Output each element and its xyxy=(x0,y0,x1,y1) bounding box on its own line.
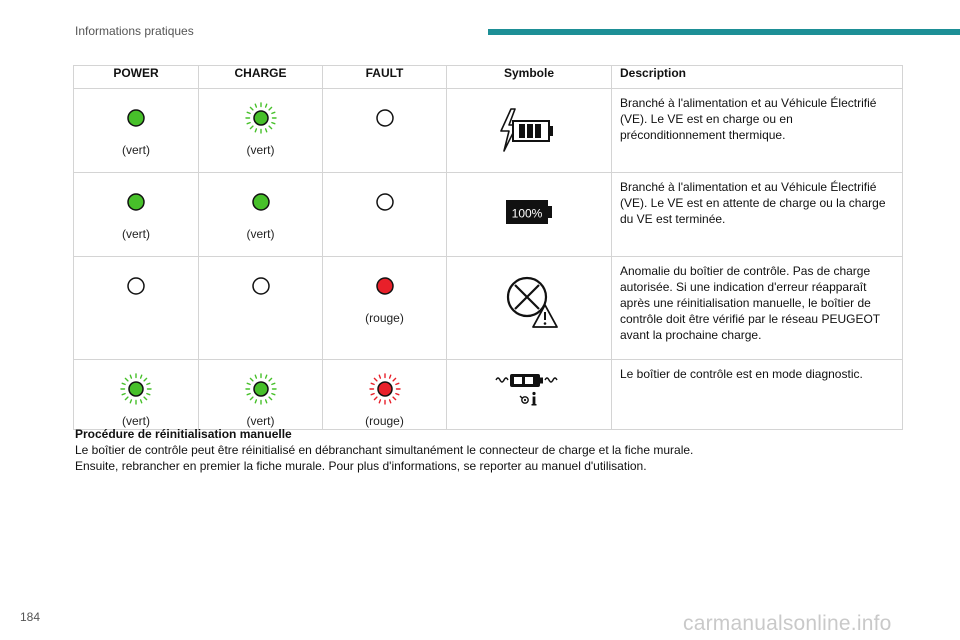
description-cell: Branché à l'alimentation et au Véhicule Électrifié (VE). Le VE est en charge ou en préconditionnement thermique. xyxy=(612,89,903,173)
column-header-fault: FAULT xyxy=(323,66,447,89)
power-led-cell xyxy=(74,360,199,430)
section-accent-bar xyxy=(488,29,960,35)
off-led-icon xyxy=(368,101,402,135)
symbol-cell xyxy=(447,173,612,257)
fault-led-label: (rouge) xyxy=(365,311,404,325)
led-status-table xyxy=(73,65,903,430)
description-cell: Branché à l'alimentation et au Véhicule Électrifié (VE). Le VE est en attente de charge ou la charge du VE est terminée. xyxy=(612,173,903,257)
battery-percentage: 100% xyxy=(511,206,543,221)
fault-led-cell xyxy=(323,173,447,257)
red-led-icon xyxy=(368,269,402,303)
off-led-icon xyxy=(244,269,278,303)
fault-led-label: (rouge) xyxy=(365,414,404,428)
power-led-label: (vert) xyxy=(122,414,150,428)
red-blinking-led-icon xyxy=(368,372,402,406)
charge-led-label: (vert) xyxy=(246,143,275,157)
fault-led-cell xyxy=(323,257,447,360)
power-led-cell xyxy=(74,89,199,173)
charge-led-cell xyxy=(199,360,323,430)
reset-procedure-block xyxy=(75,426,693,474)
page-number: 184 xyxy=(20,610,41,624)
green-blinking-led-icon xyxy=(244,372,278,406)
table-row xyxy=(74,173,903,257)
symbol-cell xyxy=(447,257,612,360)
table-row xyxy=(74,257,903,360)
fault-led-cell xyxy=(323,360,447,430)
column-header-power: POWER xyxy=(74,66,199,89)
charge-led-cell xyxy=(199,173,323,257)
charge-led-cell xyxy=(199,89,323,173)
off-led-icon xyxy=(119,269,153,303)
green-led-icon xyxy=(119,101,153,135)
table-row xyxy=(74,360,903,430)
green-blinking-led-icon xyxy=(244,101,278,135)
symbol-cell xyxy=(447,89,612,173)
section-title: Informations pratiques xyxy=(75,24,194,38)
reset-procedure-heading: Procédure de réinitialisation manuelle xyxy=(75,427,292,441)
column-header-charge: CHARGE xyxy=(199,66,323,89)
reset-procedure-text-line: Ensuite, rebrancher en premier la fiche murale. Pour plus d'informations, se reporter au manuel d'utilisation. xyxy=(75,459,647,473)
power-led-cell xyxy=(74,257,199,360)
green-led-icon xyxy=(244,185,278,219)
off-led-icon xyxy=(368,185,402,219)
charge-led-cell xyxy=(199,257,323,360)
diagnostic-mode-icon xyxy=(494,372,564,408)
fault-led-cell xyxy=(323,89,447,173)
green-blinking-led-icon xyxy=(119,372,153,406)
power-led-cell xyxy=(74,173,199,257)
reset-procedure-text-line: Le boîtier de contrôle peut être réinitialisé en débranchant simultanément le connecteur de charge et la fiche murale. xyxy=(75,443,694,457)
column-header-symbol: Symbole xyxy=(447,66,612,89)
column-header-description: Description xyxy=(612,66,903,89)
green-led-icon xyxy=(119,185,153,219)
charging-battery-icon xyxy=(497,107,561,159)
power-led-label: (vert) xyxy=(122,143,150,157)
description-cell: Anomalie du boîtier de contrôle. Pas de charge autorisée. Si une indication d'erreur réapparaît après une réinitialisation manuelle, le boîtier de contrôle doit être vérifié par le réseau PEUGEOT avant la prochaine charge. xyxy=(612,257,903,360)
watermark: carmanualsonline.info xyxy=(683,612,892,635)
power-led-label: (vert) xyxy=(122,227,150,241)
description-cell: Le boîtier de contrôle est en mode diagnostic. xyxy=(612,360,903,430)
symbol-cell xyxy=(447,360,612,430)
full-battery-icon xyxy=(504,197,554,227)
charge-led-label: (vert) xyxy=(246,414,275,428)
charge-led-label: (vert) xyxy=(246,227,275,241)
table-header-row xyxy=(74,66,903,89)
fault-warning-icon xyxy=(497,271,561,333)
table-row xyxy=(74,89,903,173)
